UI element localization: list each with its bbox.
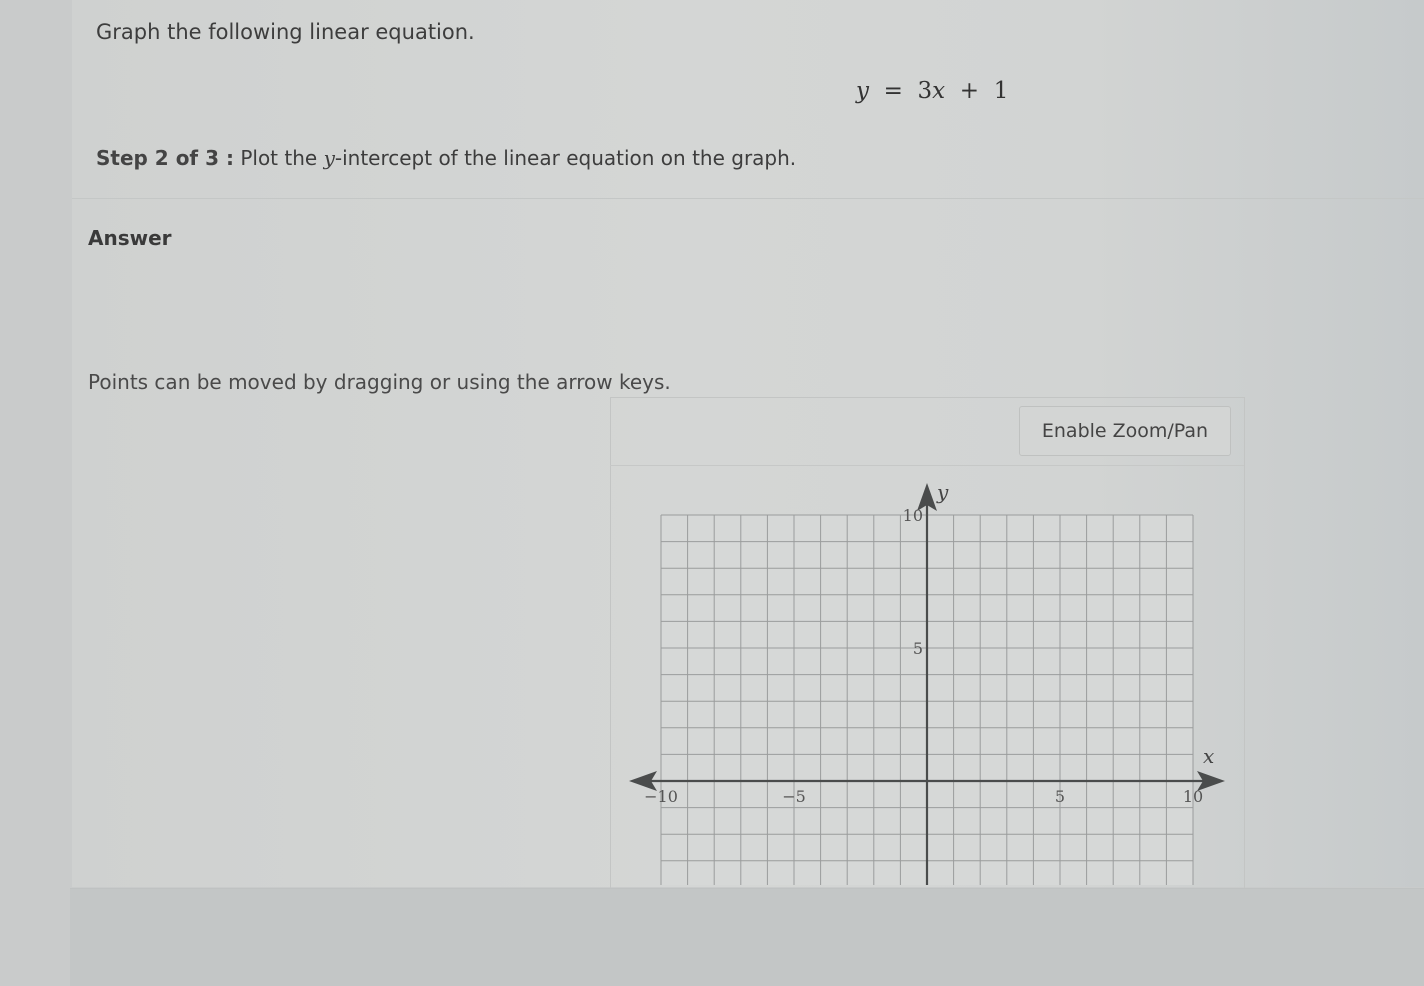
x-tick-label: −10 — [644, 787, 678, 806]
x-tick-label: 5 — [1054, 787, 1066, 806]
question-prompt: Graph the following linear equation. — [96, 20, 475, 44]
equation-const: 1 — [993, 78, 1009, 104]
step-text-after: -intercept of the linear equation on the graph. — [334, 146, 797, 170]
enable-zoom-pan-button[interactable]: Enable Zoom/Pan — [1019, 406, 1231, 456]
step-label: Step 2 of 3 : — [96, 146, 234, 170]
y-tick-label: 5 — [912, 639, 923, 658]
step-text-before: Plot the — [240, 146, 324, 170]
answer-label: Answer — [88, 226, 172, 250]
drag-hint: Points can be moved by dragging or using the arrow keys. — [88, 370, 671, 394]
equation-equals: = — [883, 78, 903, 104]
x-axis-label: x — [1203, 744, 1215, 768]
x-tick-label: −5 — [782, 787, 806, 806]
x-tick-label: 10 — [1182, 787, 1204, 806]
y-axis-label: y — [937, 480, 949, 504]
equation-coef: 3x — [917, 78, 946, 104]
step-var: y — [323, 146, 335, 170]
y-tick-label: 10 — [902, 506, 923, 525]
equation-plus: + — [959, 78, 980, 104]
equation-lhs: y — [856, 78, 869, 104]
